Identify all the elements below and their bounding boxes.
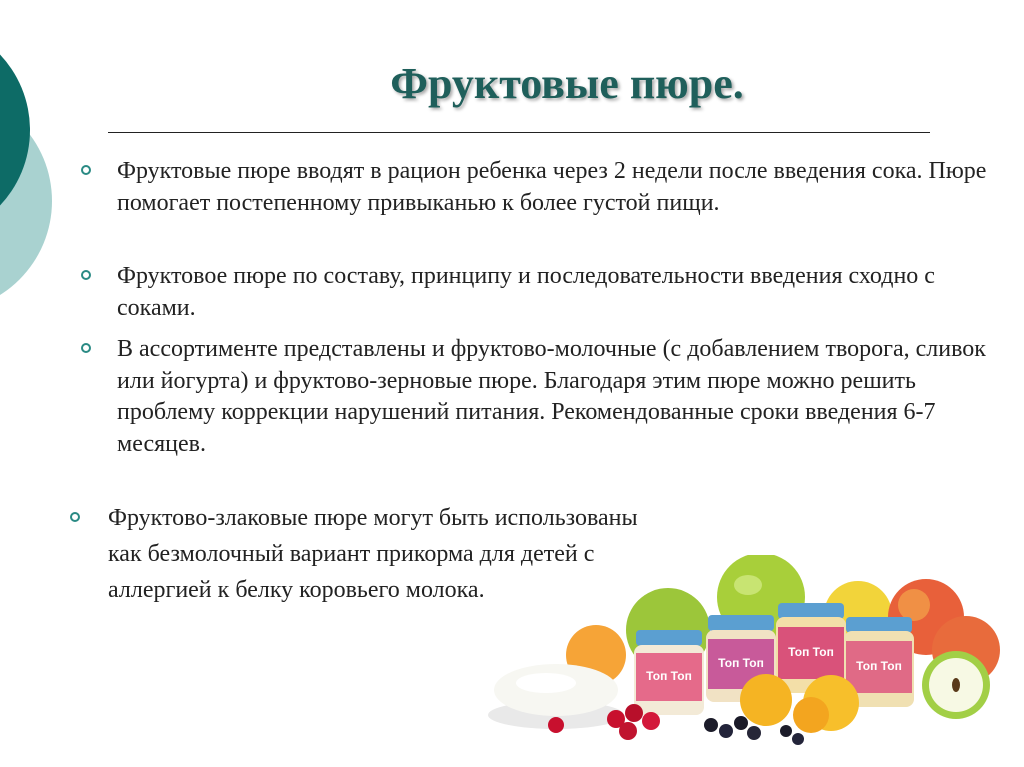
- cherry: [619, 722, 637, 740]
- bullet-circle-icon: [70, 512, 80, 522]
- blackcurrant: [734, 716, 748, 730]
- bullet-item-1: [117, 156, 997, 219]
- bullet-circle-icon: [81, 165, 91, 175]
- cherry: [548, 717, 564, 733]
- bullet-item-2: [117, 261, 997, 324]
- jar-brand-label: Топ Топ: [788, 645, 834, 659]
- jar-brand-label: Топ Топ: [718, 656, 764, 670]
- cherry: [625, 704, 643, 722]
- bullet-circle-icon: [81, 270, 91, 280]
- blackcurrant: [704, 718, 718, 732]
- bullet-text: Фруктово-злаковые пюре могут быть использованы как безмолочный вариант прикорма для детей с аллергией к белку коровьего молока.: [108, 505, 638, 603]
- jar-brand-label: Топ Топ: [856, 659, 902, 673]
- apricot: [793, 697, 829, 733]
- slide-title: Фруктовые пюре.: [390, 59, 744, 108]
- bullet-circle-icon: [81, 343, 91, 353]
- bullet-text: В ассортименте представлены и фруктово-молочные (с добавлением творога, сливок или йогурта) и фруктово-зерновые пюре. Благодаря этим пюре можно решить проблему коррекции нарушений питания. Рекомендованные сроки введения 6-7 месяцев.: [117, 336, 986, 457]
- blackcurrant: [747, 726, 761, 740]
- bullet-text: Фруктовые пюре вводят в рацион ребенка через 2 недели после введения сока. Пюре помогает постепенному привыканью к более густой пищи.: [117, 158, 987, 216]
- bullet-item-3: [117, 334, 997, 460]
- bullet-text: Фруктовое пюре по составу, принципу и последовательности введения сходно с соками.: [117, 263, 935, 321]
- fruit-puree-photo: [486, 555, 1006, 755]
- apricot: [740, 674, 792, 726]
- blackcurrant: [719, 724, 733, 738]
- blackcurrant: [780, 725, 792, 737]
- cherry: [642, 712, 660, 730]
- blackcurrant: [792, 733, 804, 745]
- jar-brand-label: Топ Топ: [646, 669, 692, 683]
- puree-jar: [634, 630, 704, 715]
